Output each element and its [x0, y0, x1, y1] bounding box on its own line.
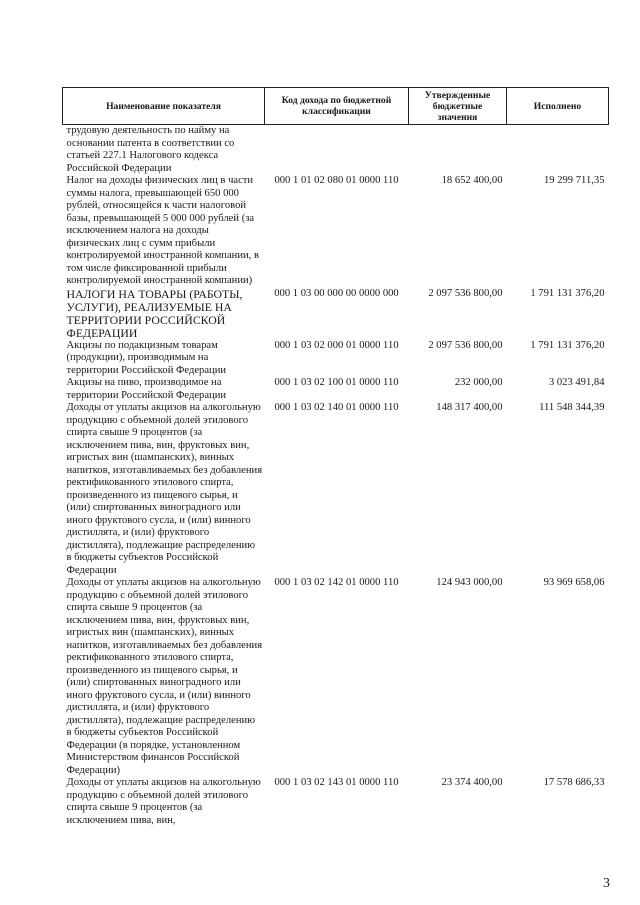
table-header	[63, 88, 609, 125]
row-name: Акцизы на пиво, производимое на территории Российской Федерации	[66, 377, 227, 401]
row-approved: 18 652 400,00	[441, 175, 503, 186]
row-name: Доходы от уплаты акцизов на алкогольную продукцию с объемной долей этилового спирта свыше 9 процентов (за исключением пива, вин, фруктовых вин, игристых вин (шампанских), винных напитков, изготавливаемых без добавления ректификованного этилового спирта, произведенного из пищевого сырья, и (или) спиртованных виноградного или иного фруктового сусла, и (или) винного дистиллята, и (или) фруктового дистиллята), подлежащие распределению в бюджеты субъектов Российской Федерации (в порядке, установленном Министерством финансов Российской Федерации)	[66, 577, 263, 776]
row-executed: 19 299 711,35	[543, 175, 605, 186]
table-row	[63, 125, 609, 176]
row-name: Доходы от уплаты акцизов на алкогольную продукцию с объемной долей этилового спирта свыше 9 процентов (за исключением пива, вин, фруктовых вин, игристых вин (шампанских), винных напитков, изготавливаемых без добавления ректификованного этилового спирта, произведенного из пищевого сырья, и (или) спиртованных виноградного или иного фруктового сусла, и (или) винного дистиллята, и (или) фруктового дистиллята), подлежащие распределению в бюджеты субъектов Российской Федерации	[66, 402, 263, 576]
row-executed: 3 023 491,84	[548, 377, 605, 388]
row-name: Акцизы по подакцизным товарам (продукции), производимым на территории Российской Федерации	[66, 339, 227, 376]
row-code: 000 1 03 02 142 01 0000 110	[274, 577, 399, 588]
row-code: 000 1 01 02 080 01 0000 110	[274, 175, 399, 186]
row-approved: 2 097 536 800,00	[428, 287, 503, 299]
budget-table	[62, 87, 609, 827]
row-code: 000 1 03 02 143 01 0000 110	[274, 777, 399, 788]
row-executed: 93 969 658,06	[543, 577, 605, 588]
row-code: 000 1 03 02 140 01 0000 110	[274, 402, 399, 413]
row-name: Доходы от уплаты акцизов на алкогольную продукцию с объемной долей этилового спирта свыше 9 процентов (за исключением пива, вин,	[66, 777, 261, 826]
row-approved: 2 097 536 800,00	[428, 339, 503, 351]
header-code: Код дохода по бюджетной классификации	[265, 88, 409, 125]
table-row	[63, 377, 609, 402]
row-executed: 111 548 344,39	[539, 402, 605, 413]
row-executed: 1 791 131 376,20	[530, 339, 605, 351]
row-code: 000 1 03 02 100 01 0000 110	[274, 377, 399, 388]
row-approved: 232 000,00	[454, 377, 503, 388]
table-row	[63, 288, 609, 340]
header-name: Наименование показателя	[63, 88, 265, 125]
row-approved	[409, 125, 507, 176]
header-executed: Исполнено	[507, 88, 609, 125]
row-approved: 23 374 400,00	[441, 777, 503, 788]
row-name: Налог на доходы физических лиц в части суммы налога, превышающей 650 000 рублей, относящейся к части налоговой базы, превышающей 5 000 000 рублей (за исключением налога на доходы физических лиц с сумм прибыли контролируемой иностранной компании, в том числе фиксированной прибыли контролируемой иностранной компании)	[66, 175, 259, 286]
row-executed: 17 578 686,33	[543, 777, 605, 788]
page-number: 3	[603, 876, 610, 891]
header-approved: Утвержденные бюджетные значения	[409, 88, 507, 125]
table-row	[63, 340, 609, 378]
row-name: НАЛОГИ НА ТОВАРЫ (РАБОТЫ, УСЛУГИ), РЕАЛИЗУЕМЫЕ НА ТЕРРИТОРИИ РОССИЙСКОЙ ФЕДЕРАЦИИ	[66, 286, 243, 340]
table-body	[63, 125, 609, 828]
row-executed: 1 791 131 376,20	[530, 287, 605, 299]
row-code: 000 1 03 02 000 01 0000 110	[274, 339, 399, 351]
table-row	[63, 402, 609, 577]
table-row	[63, 175, 609, 288]
row-name: трудовую деятельность по найму на основании патента в соответствии со статьей 227.1 Налогового кодекса Российской Федерации	[66, 125, 235, 174]
table-row	[63, 777, 609, 827]
row-code	[265, 125, 409, 176]
row-approved: 148 317 400,00	[436, 402, 503, 413]
row-executed	[507, 125, 609, 176]
row-approved: 124 943 000,00	[436, 577, 503, 588]
row-code: 000 1 03 00 000 00 0000 000	[274, 287, 399, 299]
table-row	[63, 577, 609, 777]
